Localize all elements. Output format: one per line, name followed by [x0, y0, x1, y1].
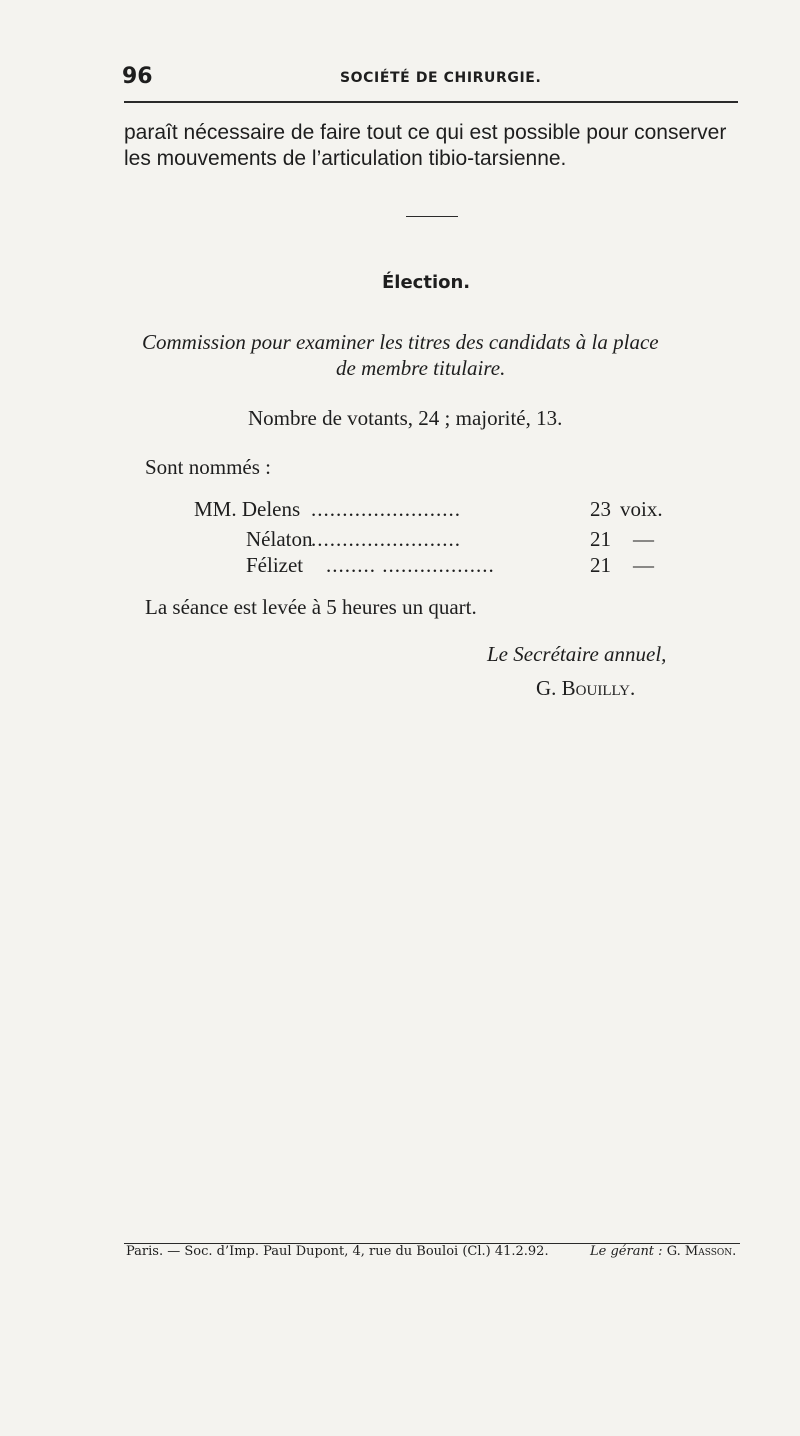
- result-leader-dots: ........................: [311, 527, 461, 551]
- page-number: 96: [122, 64, 153, 89]
- paragraph-line-2: les mouvements de l’articulation tibio-tarsienne.: [124, 147, 567, 170]
- result-count: 23: [590, 497, 611, 521]
- running-title: SOCIÉTÉ DE CHIRURGIE.: [340, 70, 542, 86]
- commission-line-2: de membre titulaire.: [336, 356, 506, 380]
- footer-imprint: Paris. — Soc. d’Imp. Paul Dupont, 4, rue du Bouloi (Cl.) 41.2.92.: [126, 1244, 549, 1259]
- result-unit: voix.: [620, 497, 663, 521]
- signature-surname: Bouilly.: [561, 676, 636, 700]
- result-name: Félizet: [246, 553, 304, 577]
- header-rule: [124, 101, 738, 103]
- section-divider: [406, 216, 458, 217]
- signature-name: [536, 676, 635, 701]
- votes-line: Nombre de votants, 24 ; majorité, 13.: [248, 406, 563, 430]
- result-count: 21: [590, 527, 611, 551]
- result-name: Nélaton: [246, 527, 313, 551]
- result-count: 21: [590, 553, 611, 577]
- footer-manager: [590, 1244, 736, 1259]
- named-label: Sont nommés :: [145, 455, 272, 479]
- result-unit: —: [633, 553, 654, 577]
- result-unit: —: [633, 527, 654, 551]
- footer-manager-name: G. Masson.: [662, 1244, 737, 1259]
- result-leader-dots: ........ ..................: [326, 553, 495, 577]
- paragraph-line-1: paraît nécessaire de faire tout ce qui est possible pour conserver: [124, 121, 727, 144]
- signature-initial: G.: [536, 676, 562, 700]
- section-heading: Élection.: [382, 272, 471, 293]
- closing-line: La séance est levée à 5 heures un quart.: [145, 595, 477, 619]
- commission-line-1: Commission pour examiner les titres des candidats à la place: [142, 330, 659, 354]
- result-name: MM. Delens: [194, 497, 301, 521]
- signature-role: Le Secrétaire annuel,: [487, 642, 667, 666]
- result-leader-dots: ........................: [311, 497, 461, 521]
- footer-manager-label: Le gérant :: [590, 1244, 663, 1259]
